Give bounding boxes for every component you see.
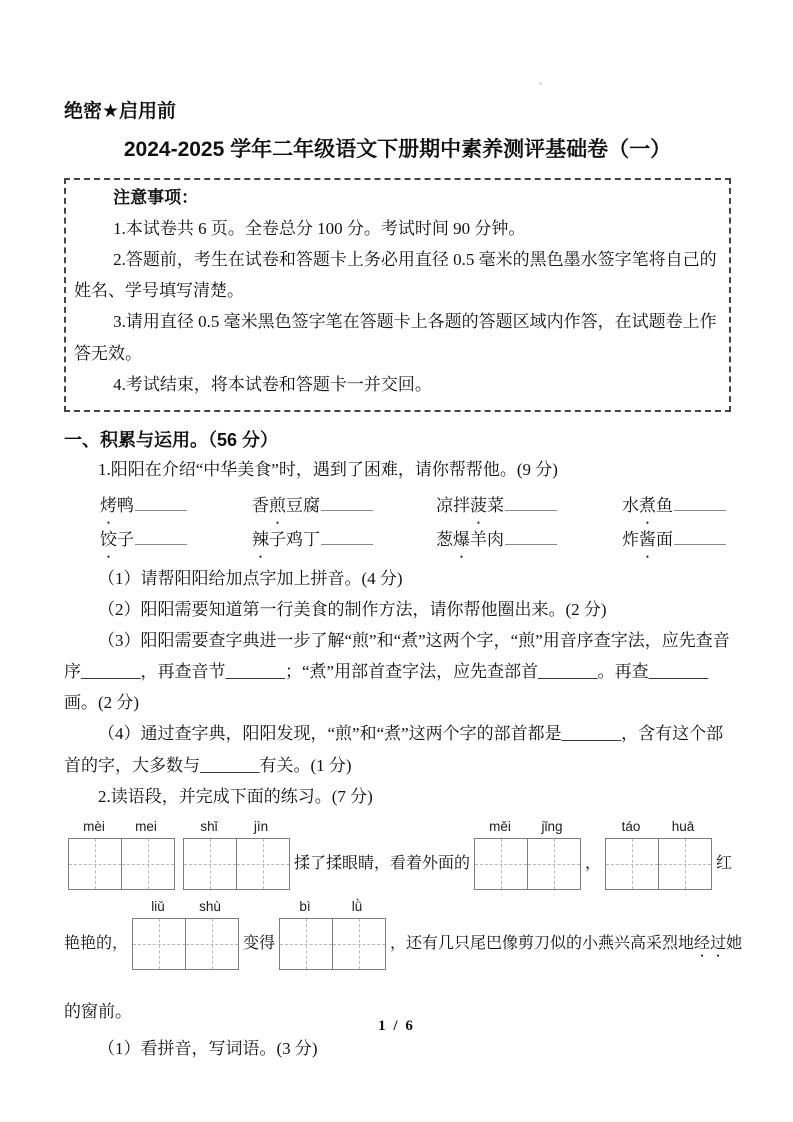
answer-blank — [674, 495, 726, 511]
grid-cell — [121, 839, 174, 889]
pinyin-label: shǐ — [200, 818, 218, 834]
pinyin-label: mèi — [83, 818, 105, 834]
pinyin-labels — [68, 818, 175, 837]
notice-item-1: 1.本试卷共 6 页。全卷总分 100 分。考试时间 90 分钟。 — [113, 219, 526, 239]
dotted-char: 煮 — [639, 495, 656, 515]
food-table — [100, 489, 731, 557]
page-number: 1 / 6 — [378, 1018, 415, 1034]
passage-text: ，还有几只尾巴像剪刀似的小燕兴高采烈地 — [390, 934, 695, 952]
notice-box — [64, 178, 731, 412]
pinyin-label: bì — [299, 898, 311, 914]
q1-sub-3: （3）阳阳需要查字典进一步了解“煎”和“煮”这两个字，“煎”用音序查字法，应先查音序_______，再查音节_______；“煮”用部首查字法，应先查部首_______。再查_______画。(2 分) — [64, 631, 730, 713]
notice-list — [74, 213, 719, 400]
char: 羊 — [470, 529, 487, 549]
answer-blank — [505, 529, 557, 545]
passage-text: 变得 — [243, 934, 276, 952]
dotted-char: 饺 — [100, 529, 117, 549]
dotted-char: 经 — [694, 934, 711, 952]
grid-box — [68, 838, 175, 890]
passage-text: 的窗前。 — [64, 1001, 132, 1021]
dotted-char: 辣 — [252, 529, 269, 549]
pinyin-label: liǔ — [151, 898, 165, 914]
scan-artifact — [539, 82, 542, 85]
char: 面 — [656, 529, 673, 549]
notice-item-4: 4.考试结束，将本试卷和答题卡一并交回。 — [113, 374, 432, 394]
passage-text: 她 — [726, 934, 743, 952]
q1-sub-1: （1）请帮阳阳给加点字加上拼音。(4 分) — [98, 568, 403, 588]
grid-box — [132, 918, 239, 970]
char: 鱼 — [656, 495, 673, 515]
dotted-char: 菠 — [470, 495, 487, 515]
char: 菜 — [487, 495, 504, 515]
pinyin-label: táo — [621, 818, 641, 834]
grid-cell — [236, 839, 289, 889]
char: 鸡 — [286, 529, 303, 549]
dotted-char: 过 — [710, 934, 727, 952]
writing-grid — [68, 818, 175, 890]
char: 葱 — [436, 529, 453, 549]
grid-box — [183, 838, 290, 890]
section-one-heading: 一、积累与运用。（56 分） — [64, 429, 279, 450]
writing-grid — [279, 898, 386, 970]
food-item — [622, 489, 731, 523]
answer-blank — [321, 495, 373, 511]
question-1-stem: 1.阳阳在介绍“中华美食”时，遇到了困难，请你帮帮他。(9 分) — [98, 459, 558, 479]
grid-cell — [69, 839, 121, 889]
writing-grid — [132, 898, 239, 970]
dotted-char: 烤 — [100, 495, 117, 515]
dotted-char: 酱 — [639, 529, 656, 549]
answer-blank — [135, 529, 187, 545]
grid-cell — [475, 839, 527, 889]
pinyin-label: lǜ — [351, 898, 363, 914]
food-item — [436, 489, 622, 523]
writing-grid — [474, 818, 581, 890]
food-item — [252, 523, 436, 557]
classification-label: 绝密★启用前 — [64, 101, 177, 122]
char: 丁 — [303, 529, 320, 549]
pinyin-label: mei — [135, 818, 157, 834]
char: 香 — [252, 495, 269, 515]
char: 水 — [622, 495, 639, 515]
passage-row — [64, 898, 743, 970]
char: 炸 — [622, 529, 639, 549]
char: 鸭 — [117, 495, 134, 515]
passage-text: 红 — [716, 854, 733, 872]
pinyin-labels — [279, 898, 386, 917]
passage-text: 艳艳的， — [64, 934, 129, 952]
question-2-stem: 2.读语段，并完成下面的练习。(7 分) — [98, 786, 373, 806]
char: 子 — [117, 529, 134, 549]
passage-row — [64, 818, 733, 890]
answer-blank — [135, 495, 187, 511]
char: 子 — [269, 529, 286, 549]
food-item — [436, 523, 622, 557]
char: 拌 — [453, 495, 470, 515]
question-2-sub1: （1）看拼音，写词语。(3 分) — [98, 1038, 318, 1058]
grid-cell — [658, 839, 711, 889]
dotted-word — [694, 933, 726, 955]
writing-grid — [183, 818, 290, 890]
char: 腐 — [303, 495, 320, 515]
char: 肉 — [487, 529, 504, 549]
food-item — [622, 523, 731, 557]
grid-cell — [332, 919, 385, 969]
grid-cell — [527, 839, 580, 889]
char: 豆 — [286, 495, 303, 515]
char: 凉 — [436, 495, 453, 515]
food-item — [252, 489, 436, 523]
pinyin-labels — [183, 818, 290, 837]
grid-cell — [280, 919, 332, 969]
q1-subquestions — [64, 563, 731, 781]
notice-item-3: 3.请用直径 0.5 毫米黑色签字笔在答题卡上各题的答题区域内作答，在试题卷上作答无效。 — [74, 312, 717, 363]
answer-blank — [505, 495, 557, 511]
page-title: 2024-2025 学年二年级语文下册期中素养测评基础卷（一） — [123, 138, 672, 161]
dotted-char: 煎 — [269, 495, 286, 515]
passage-text: ， — [585, 854, 602, 872]
grid-cell — [184, 839, 236, 889]
grid-cell — [133, 919, 185, 969]
pinyin-labels — [605, 818, 712, 837]
food-item — [100, 489, 252, 523]
dotted-char: 爆 — [453, 529, 470, 549]
notice-heading: 注意事项： — [113, 188, 199, 207]
grid-box — [474, 838, 581, 890]
grid-box — [279, 918, 386, 970]
grid-cell — [606, 839, 658, 889]
grid-cell — [185, 919, 238, 969]
answer-blank — [674, 529, 726, 545]
pinyin-label: huā — [671, 818, 695, 834]
pinyin-label: měi — [489, 818, 511, 834]
passage — [64, 818, 743, 1027]
passage-text: 揉了揉眼睛，看着外面的 — [294, 854, 471, 872]
pinyin-labels — [132, 898, 239, 917]
writing-grid — [605, 818, 712, 890]
pinyin-label: jìn — [253, 818, 269, 834]
grid-box — [605, 838, 712, 890]
food-item — [100, 523, 252, 557]
q1-sub-2: （2）阳阳需要知道第一行美食的制作方法，请你帮他圈出来。(2 分) — [98, 599, 607, 619]
notice-item-2: 2.答题前，考生在试卷和答题卡上务必用直径 0.5 毫米的黑色墨水签字笔将自己的姓名、学号填写清楚。 — [74, 250, 717, 301]
q1-sub-4: （4）通过查字典，阳阳发现，“煎”和“煮”这两个字的部首都是_______，含有这个部首的字，大多数与_______有关。(1 分) — [64, 724, 724, 775]
pinyin-label: shù — [199, 898, 221, 914]
answer-blank — [321, 529, 373, 545]
pinyin-label: jǐng — [541, 818, 563, 834]
pinyin-labels — [474, 818, 581, 837]
